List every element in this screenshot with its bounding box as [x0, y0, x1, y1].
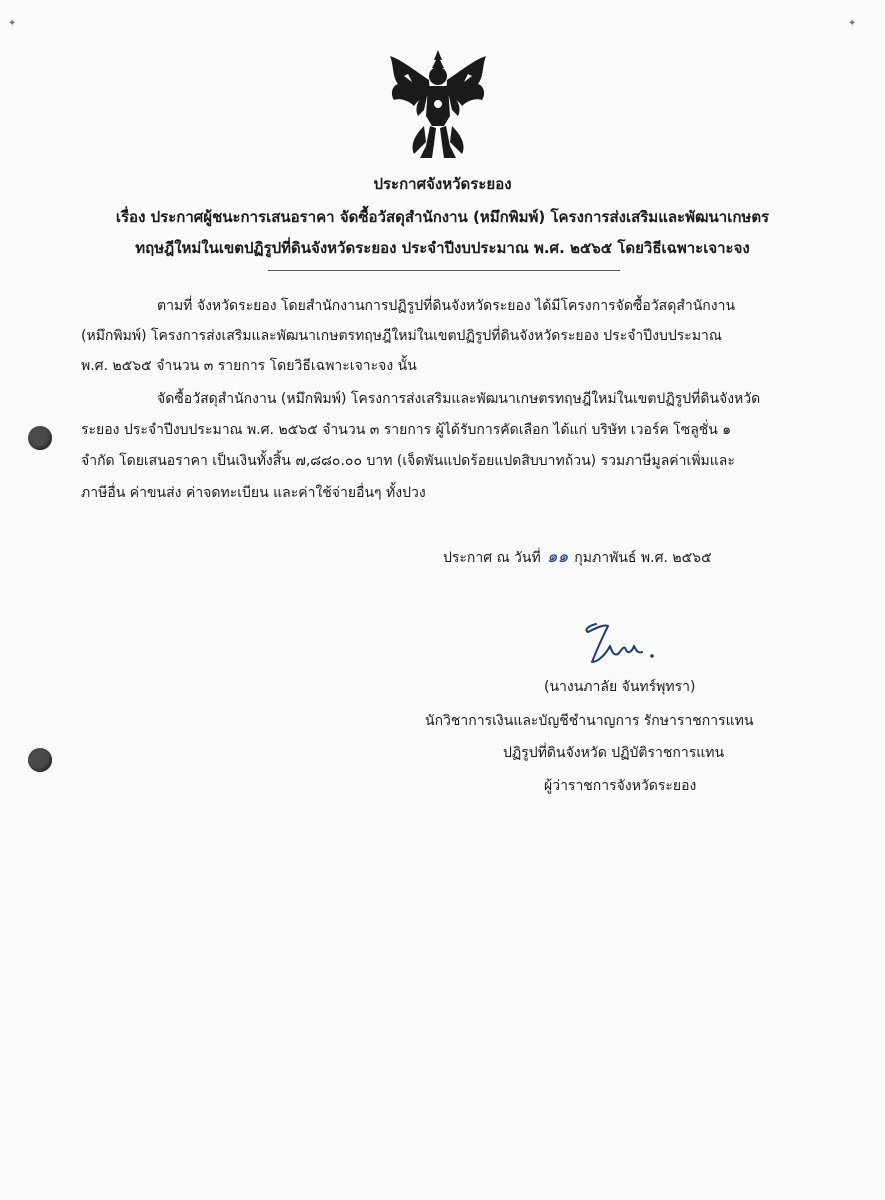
signature-mark [578, 616, 668, 676]
punch-hole-bottom [28, 748, 52, 772]
paragraph1-line3: พ.ศ. ๒๕๖๕ จำนวน ๓ รายการ โดยวิธีเฉพาะเจาะจง นั้น [81, 358, 417, 374]
paragraph2-line3: จำกัด โดยเสนอราคา เป็นเงินทั้งสิ้น ๗,๘๘๐.๐๐ บาท (เจ็ดพันแปดร้อยแปดสิบบาทถ้วน) รวมภาษีมูลค่าเพิ่มและ [81, 453, 735, 469]
heading-divider [268, 270, 620, 271]
signer-position-1: นักวิชาการเงินและบัญชีชำนาญการ รักษาราชการแทน [425, 713, 754, 729]
signer-name: (นางนภาลัย จันทร์พุทรา) [544, 679, 696, 695]
announce-prefix: ประกาศ ณ วันที่ [443, 550, 541, 566]
paragraph1-line1: ตามที่ จังหวัดระยอง โดยสำนักงานการปฏิรูปที่ดินจังหวัดระยอง ได้มีโครงการจัดซื้อวัสดุสำนักงาน [157, 298, 736, 314]
subject-line-1: เรื่อง ประกาศผู้ชนะการเสนอราคา จัดซื้อวัสดุสำนักงาน (หมึกพิมพ์) โครงการส่งเสริมและพัฒนาเกษตร [115, 208, 770, 226]
document-heading: ประกาศจังหวัดระยอง [373, 175, 512, 193]
paragraph2-line1: จัดซื้อวัสดุสำนักงาน (หมึกพิมพ์) โครงการส่งเสริมและพัฒนาเกษตรทฤษฎีใหม่ในเขตปฏิรูปที่ดินจังหวัด [157, 391, 761, 407]
corner-mark-left: ✦ [8, 18, 17, 29]
signer-position-2: ปฏิรูปที่ดินจังหวัด ปฏิบัติราชการแทน [503, 745, 725, 761]
announce-date [443, 543, 712, 570]
announce-day: ๑๑ [546, 547, 569, 567]
paragraph2-line2: ระยอง ประจำปีงบประมาณ พ.ศ. ๒๕๖๕ จำนวน ๓ รายการ ผู้ได้รับการคัดเลือก ได้แก่ บริษัท เวอร์ค โซลูชั่น ๑ [81, 422, 732, 438]
paragraph1-line2: (หมึกพิมพ์) โครงการส่งเสริมและพัฒนาเกษตรทฤษฎีใหม่ในเขตปฏิรูปที่ดินจังหวัดระยอง ประจำปีงบประมาณ [81, 328, 722, 344]
paragraph2-line4: ภาษีอื่น ค่าขนส่ง ค่าจดทะเบียน และค่าใช้จ่ายอื่นๆ ทั้งปวง [81, 485, 426, 501]
corner-mark-right: ✦ [848, 18, 857, 29]
punch-hole-top [28, 426, 52, 450]
signer-position-3: ผู้ว่าราชการจังหวัดระยอง [544, 778, 697, 794]
announce-month-year: กุมภาพันธ์ พ.ศ. ๒๕๖๕ [574, 550, 712, 566]
subject-line-2: ทฤษฎีใหม่ในเขตปฏิรูปที่ดินจังหวัดระยอง ประจำปีงบประมาณ พ.ศ. ๒๕๖๕ โดยวิธีเฉพาะเจาะจง [135, 239, 750, 257]
garuda-emblem-icon [384, 46, 492, 166]
